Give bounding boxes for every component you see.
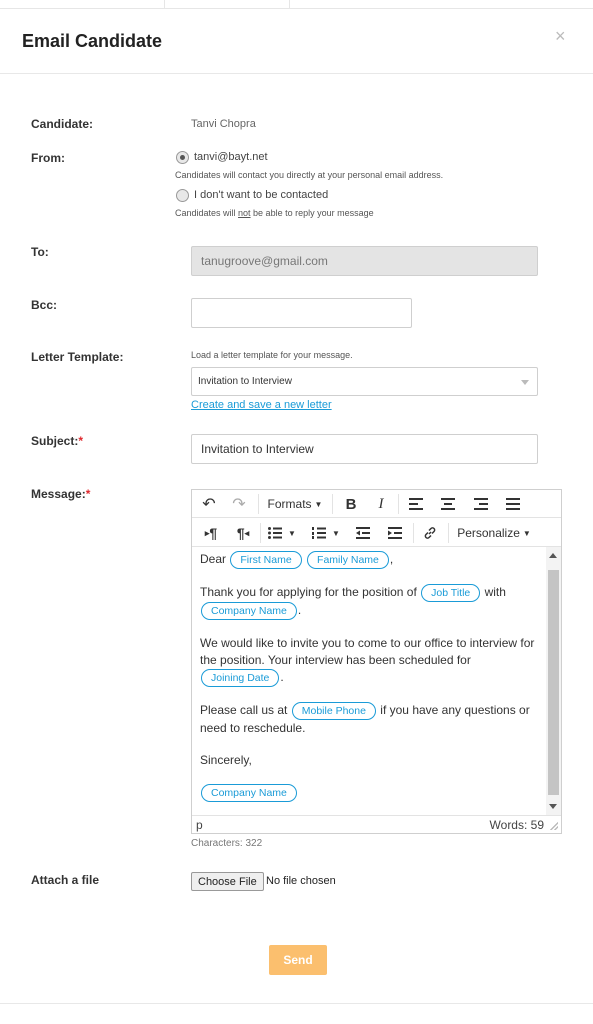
- character-count: Characters: 322: [191, 838, 263, 849]
- formats-dropdown[interactable]: [262, 490, 328, 518]
- mobile-phone-tag[interactable]: Mobile Phone: [292, 702, 376, 720]
- from-email-label: tanvi@bayt.net: [194, 151, 268, 163]
- sincerely-line: Sincerely,: [200, 753, 252, 767]
- signature-company-name-tag[interactable]: Company Name: [201, 784, 297, 802]
- to-field: tanugroove@gmail.com: [191, 246, 538, 276]
- letter-template-hint: Load a letter template for your message.: [191, 350, 353, 360]
- indent-icon: [388, 527, 402, 539]
- toolbar-divider: [448, 523, 449, 543]
- chevron-down-icon: [521, 380, 529, 385]
- word-count: Words: 59: [489, 818, 544, 832]
- align-left-button[interactable]: [403, 490, 429, 518]
- footer-divider: [0, 1003, 593, 1004]
- scroll-thumb[interactable]: [548, 570, 559, 795]
- align-center-icon: [441, 498, 455, 510]
- caret-down-icon: ▼: [522, 528, 531, 538]
- indent-button[interactable]: [382, 519, 408, 547]
- personalize-dropdown[interactable]: [452, 519, 536, 547]
- italic-button[interactable]: I: [378, 495, 384, 512]
- align-justify-icon: [506, 498, 520, 510]
- file-status: No file chosen: [266, 875, 336, 887]
- no-contact-label: I don't want to be contacted: [194, 189, 329, 201]
- element-path[interactable]: p: [196, 818, 203, 832]
- send-button[interactable]: Send: [269, 945, 327, 975]
- bullet-list-button[interactable]: [264, 519, 300, 547]
- letter-template-select[interactable]: [191, 367, 538, 396]
- bcc-label: Bcc:: [31, 298, 58, 312]
- background-tab-strip: [0, 0, 593, 9]
- align-justify-button[interactable]: [500, 490, 526, 518]
- rtl-arrow-icon: ◂: [244, 527, 250, 538]
- rtl-button[interactable]: [230, 519, 256, 547]
- bullet-list-icon: [268, 527, 282, 539]
- formats-label: Formats: [267, 497, 312, 511]
- align-center-button[interactable]: [435, 490, 461, 518]
- from-email-radio[interactable]: [176, 151, 189, 164]
- choose-file-button[interactable]: Choose File: [191, 872, 264, 891]
- align-left-icon: [409, 498, 423, 510]
- thanks-paragraph: Thank you for applying for the position of Job Title with Company Name .: [200, 584, 538, 620]
- paragraph-icon: ¶: [209, 525, 218, 541]
- message-editor[interactable]: [191, 489, 562, 834]
- background-tab: [0, 0, 165, 9]
- caret-down-icon: ▼: [288, 528, 296, 538]
- attach-label: Attach a file: [31, 873, 100, 887]
- family-name-tag[interactable]: Family Name: [307, 551, 389, 569]
- personalize-label: Personalize: [457, 526, 520, 540]
- candidate-name: Tanvi Chopra: [191, 118, 256, 130]
- editor-statusbar: [192, 815, 561, 833]
- background-tab: [165, 0, 290, 9]
- scroll-down-icon[interactable]: [549, 804, 557, 809]
- joining-date-tag[interactable]: Joining Date: [201, 669, 279, 687]
- editor-toolbar-row-2: [192, 519, 561, 547]
- letter-template-selected: Invitation to Interview: [198, 376, 292, 387]
- job-title-tag[interactable]: Job Title: [421, 584, 480, 602]
- signature-line: [200, 784, 538, 802]
- from-email-hint: Candidates will contact you directly at your personal email address.: [175, 170, 444, 180]
- link-button[interactable]: [417, 519, 443, 547]
- call-paragraph: Please call us at Mobile Phone if you have any questions or need to reschedule.: [200, 703, 530, 735]
- from-label: From:: [31, 151, 65, 165]
- undo-icon[interactable]: ↶: [202, 496, 216, 513]
- create-letter-link[interactable]: Create and save a new letter: [191, 399, 332, 411]
- paragraph-icon: ¶: [236, 525, 245, 541]
- caret-down-icon: ▼: [314, 499, 323, 509]
- toolbar-divider: [413, 523, 414, 543]
- no-contact-hint: Candidates will not be able to reply your message: [175, 208, 374, 218]
- letter-template-label: Letter Template:: [31, 350, 124, 364]
- scroll-up-icon[interactable]: [549, 553, 557, 558]
- ltr-arrow-icon: ▸: [204, 527, 210, 538]
- modal-title: Email Candidate: [22, 31, 163, 51]
- numbered-list-icon: [312, 527, 326, 539]
- first-name-tag[interactable]: First Name: [230, 551, 301, 569]
- editor-toolbar-row-1: [192, 490, 561, 518]
- greeting-paragraph: Dear First Name Family Name ,: [200, 551, 538, 569]
- editor-content[interactable]: [192, 547, 546, 815]
- bcc-field[interactable]: [191, 298, 412, 328]
- message-label: Message:*: [31, 487, 91, 501]
- numbered-list-button[interactable]: [308, 519, 344, 547]
- outdent-button[interactable]: [350, 519, 376, 547]
- align-right-icon: [474, 498, 488, 510]
- header-divider: [0, 73, 593, 74]
- candidate-label: Candidate:: [31, 117, 94, 131]
- editor-scrollbar[interactable]: [546, 547, 561, 815]
- toolbar-divider: [260, 523, 261, 543]
- redo-icon[interactable]: ↷: [232, 496, 246, 513]
- subject-label: Subject:*: [31, 434, 84, 448]
- toolbar-divider: [398, 494, 399, 514]
- toolbar-divider: [332, 494, 333, 514]
- toolbar-divider: [258, 494, 259, 514]
- subject-field[interactable]: Invitation to Interview: [191, 434, 538, 464]
- resize-handle-icon[interactable]: [550, 822, 558, 830]
- outdent-icon: [356, 527, 370, 539]
- company-name-tag[interactable]: Company Name: [201, 602, 297, 620]
- invite-paragraph: We would like to invite you to come to our office to interview for the position. Your interview has been scheduled for Joining Date .: [200, 635, 538, 687]
- bold-button[interactable]: B: [345, 495, 357, 513]
- close-icon[interactable]: ×: [555, 26, 566, 46]
- no-contact-radio[interactable]: [176, 189, 189, 202]
- ltr-button[interactable]: [198, 519, 224, 547]
- to-label: To:: [31, 245, 49, 259]
- caret-down-icon: ▼: [332, 528, 340, 538]
- link-icon: [423, 526, 437, 540]
- align-right-button[interactable]: [468, 490, 494, 518]
